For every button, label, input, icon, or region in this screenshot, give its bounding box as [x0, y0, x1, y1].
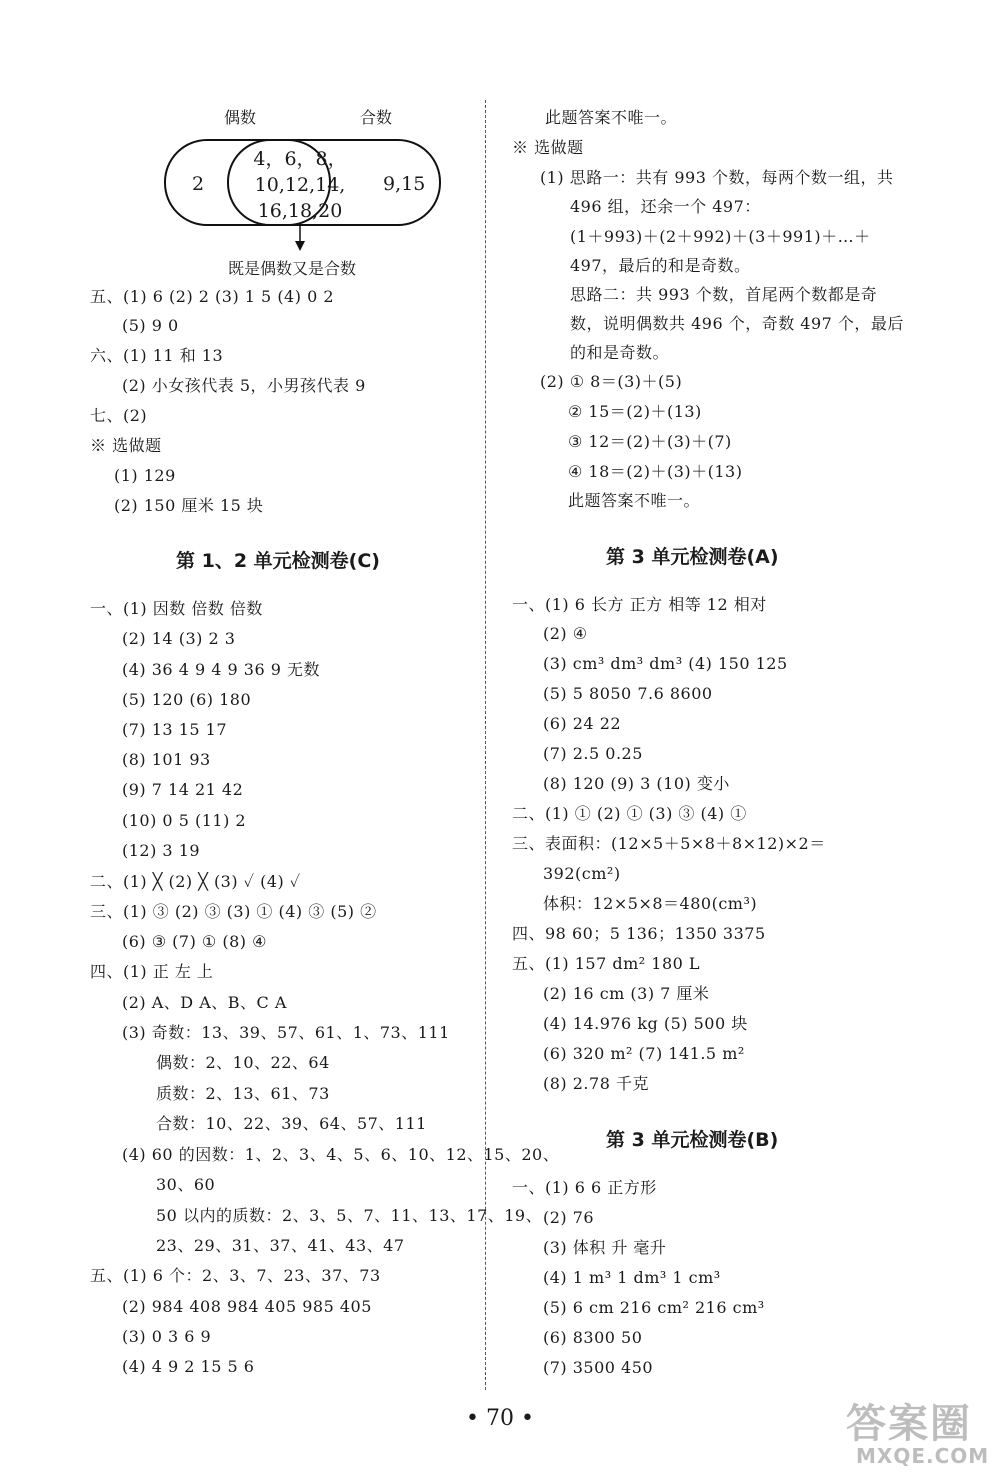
answer-line: 体积：12×5×8＝480(cm³): [543, 894, 758, 913]
answer-line: 偶数：2、10、22、64: [156, 1053, 330, 1072]
answer-line: 一、(1) 6 6 正方形: [512, 1178, 657, 1197]
answer-line: (5) 6 cm 216 cm² 216 cm³: [543, 1298, 765, 1317]
watermark-small-text: MXQE.COM: [856, 1444, 990, 1468]
answer-line: (6) ③ (7) ① (8) ④: [122, 932, 267, 951]
answer-line: (7) 3500 450: [543, 1358, 654, 1377]
answer-line: 六、(1) 11 和 13: [90, 346, 224, 365]
answer-line: 二、(1) ① (2) ① (3) ③ (4) ①: [512, 804, 747, 823]
answer-line: 497，最后的和是奇数。: [570, 256, 751, 275]
label-composite: 合数: [360, 108, 393, 127]
answer-line: (1) 129: [114, 466, 176, 485]
answer-line: (12) 3 19: [122, 841, 201, 860]
answer-line: 的和是奇数。: [570, 343, 670, 362]
watermark-big-text: 答案圈: [846, 1401, 972, 1447]
answer-line: (2) A、D A、B、C A: [122, 993, 287, 1012]
answer-line: 此题答案不唯一。: [545, 108, 678, 127]
even-only-value: 2: [192, 173, 205, 195]
answer-line: (4) 36 4 9 4 9 36 9 无数: [122, 660, 320, 679]
answer-line: 数，说明偶数共 496 个，奇数 497 个，最后: [570, 314, 904, 333]
answer-line: (1) 思路一：共有 993 个数，每两个数一组，共: [540, 168, 894, 187]
answer-line: ④ 18＝(2)＋(3)＋(13): [568, 462, 743, 481]
answer-line: (2) 76: [543, 1208, 595, 1227]
answer-line: (2) 150 厘米 15 块: [114, 496, 264, 515]
answer-line: (9) 7 14 21 42: [122, 780, 244, 799]
answer-line: (7) 2.5 0.25: [543, 744, 643, 763]
answer-line: 一、(1) 6 长方 正方 相等 12 相对: [512, 595, 767, 614]
answer-line: (5) 9 0: [122, 316, 179, 335]
answer-line: 五、(1) 6 (2) 2 (3) 1 5 (4) 0 2: [90, 287, 335, 306]
answer-line: (5) 5 8050 7.6 8600: [543, 684, 713, 703]
answer-line: 五、(1) 6 个：2、3、7、23、37、73: [90, 1266, 381, 1285]
page-number: • 70 •: [466, 1406, 534, 1431]
composite-only-value: 9,15: [383, 173, 426, 195]
answer-line: 496 组，还余一个 497：: [570, 197, 761, 216]
answer-line: (6) 8300 50: [543, 1328, 643, 1347]
diagram-caption: 既是偶数又是合数: [228, 259, 357, 278]
answer-line: 30、60: [156, 1175, 216, 1194]
answer-line: 此题答案不唯一。: [568, 491, 701, 510]
answer-line: (2) ① 8＝(3)＋(5): [540, 372, 683, 391]
both-row-1: 4，6，8，: [253, 148, 347, 170]
answer-line: ※ 选做题: [90, 436, 162, 455]
answer-line: 23、29、31、37、41、43、47: [156, 1236, 405, 1255]
answer-line: 50 以内的质数：2、3、5、7、11、13、17、19、: [156, 1206, 543, 1225]
answer-line: ② 15＝(2)＋(13): [568, 402, 702, 421]
answer-line: (5) 120 (6) 180: [122, 690, 252, 709]
answer-line: (4) 14.976 kg (5) 500 块: [543, 1014, 748, 1033]
answer-line: 四、98 60；5 136；1350 3375: [512, 924, 766, 943]
answer-line: ③ 12＝(2)＋(3)＋(7): [568, 432, 732, 451]
answer-line: (2) 16 cm (3) 7 厘米: [543, 984, 710, 1003]
answer-line: (10) 0 5 (11) 2: [122, 811, 247, 830]
answer-line: (2) 14 (3) 2 3: [122, 629, 236, 648]
answer-line: 质数：2、13、61、73: [156, 1084, 330, 1103]
answer-line: (1＋993)＋(2＋992)＋(3＋991)＋…＋: [570, 227, 871, 246]
answer-line: (6) 24 22: [543, 714, 622, 733]
watermark-logo: [838, 1392, 988, 1472]
both-row-3: 16,18,20: [257, 200, 343, 222]
answer-line: (3) 奇数：13、39、57、61、1、73、111: [122, 1023, 450, 1042]
answer-line: 思路二：共 993 个数，首尾两个数都是奇: [570, 285, 878, 304]
answer-line: 四、(1) 正 左 上: [90, 962, 214, 981]
answer-line: 三、(1) ③ (2) ③ (3) ① (4) ③ (5) ②: [90, 902, 377, 921]
answer-line: 一、(1) 因数 倍数 倍数: [90, 599, 263, 618]
heading-unit-3-b: 第 3 单元检测卷(B): [606, 1129, 779, 1151]
column-divider: [485, 100, 486, 1390]
caption-arrow-head: [295, 241, 305, 251]
both-values: [245, 146, 355, 224]
answer-line: (8) 101 93: [122, 750, 211, 769]
answer-line: 392(cm²): [543, 864, 621, 883]
answer-line: (8) 120 (9) 3 (10) 变小: [543, 774, 730, 793]
answer-line: 七、(2): [90, 406, 148, 425]
heading-unit-1-2-c: 第 1、2 单元检测卷(C): [176, 550, 380, 572]
answer-line: (6) 320 m² (7) 141.5 m²: [543, 1044, 745, 1063]
both-row-2: 10,12,14,: [254, 174, 346, 196]
answer-line: (4) 1 m³ 1 dm³ 1 cm³: [543, 1268, 721, 1287]
label-even: 偶数: [224, 108, 257, 127]
answer-line: 三、表面积：(12×5＋5×8＋8×12)×2＝: [512, 834, 826, 853]
answer-line: (2) 984 408 984 405 985 405: [122, 1297, 372, 1316]
answer-line: (2) 小女孩代表 5，小男孩代表 9: [122, 376, 366, 395]
heading-unit-3-a: 第 3 单元检测卷(A): [606, 546, 779, 568]
answer-line: 二、(1) ╳ (2) ╳ (3) ✓ (4) ✓: [90, 872, 301, 891]
answer-line: 合数：10、22、39、64、57、111: [156, 1114, 427, 1133]
answer-line: (7) 13 15 17: [122, 720, 227, 739]
answer-line: (4) 4 9 2 15 5 6: [122, 1357, 255, 1376]
answer-line: (3) 0 3 6 9: [122, 1327, 212, 1346]
answer-line: ※ 选做题: [512, 138, 584, 157]
answer-line: (4) 60 的因数：1、2、3、4、5、6、10、12、15、20、: [122, 1145, 560, 1164]
answer-line: 五、(1) 157 dm² 180 L: [512, 954, 701, 973]
answer-line: (8) 2.78 千克: [543, 1074, 649, 1093]
answer-line: (2) ④: [543, 624, 588, 643]
answer-line: (3) 体积 升 毫升: [543, 1238, 667, 1257]
answer-line: (3) cm³ dm³ dm³ (4) 150 125: [543, 654, 788, 673]
